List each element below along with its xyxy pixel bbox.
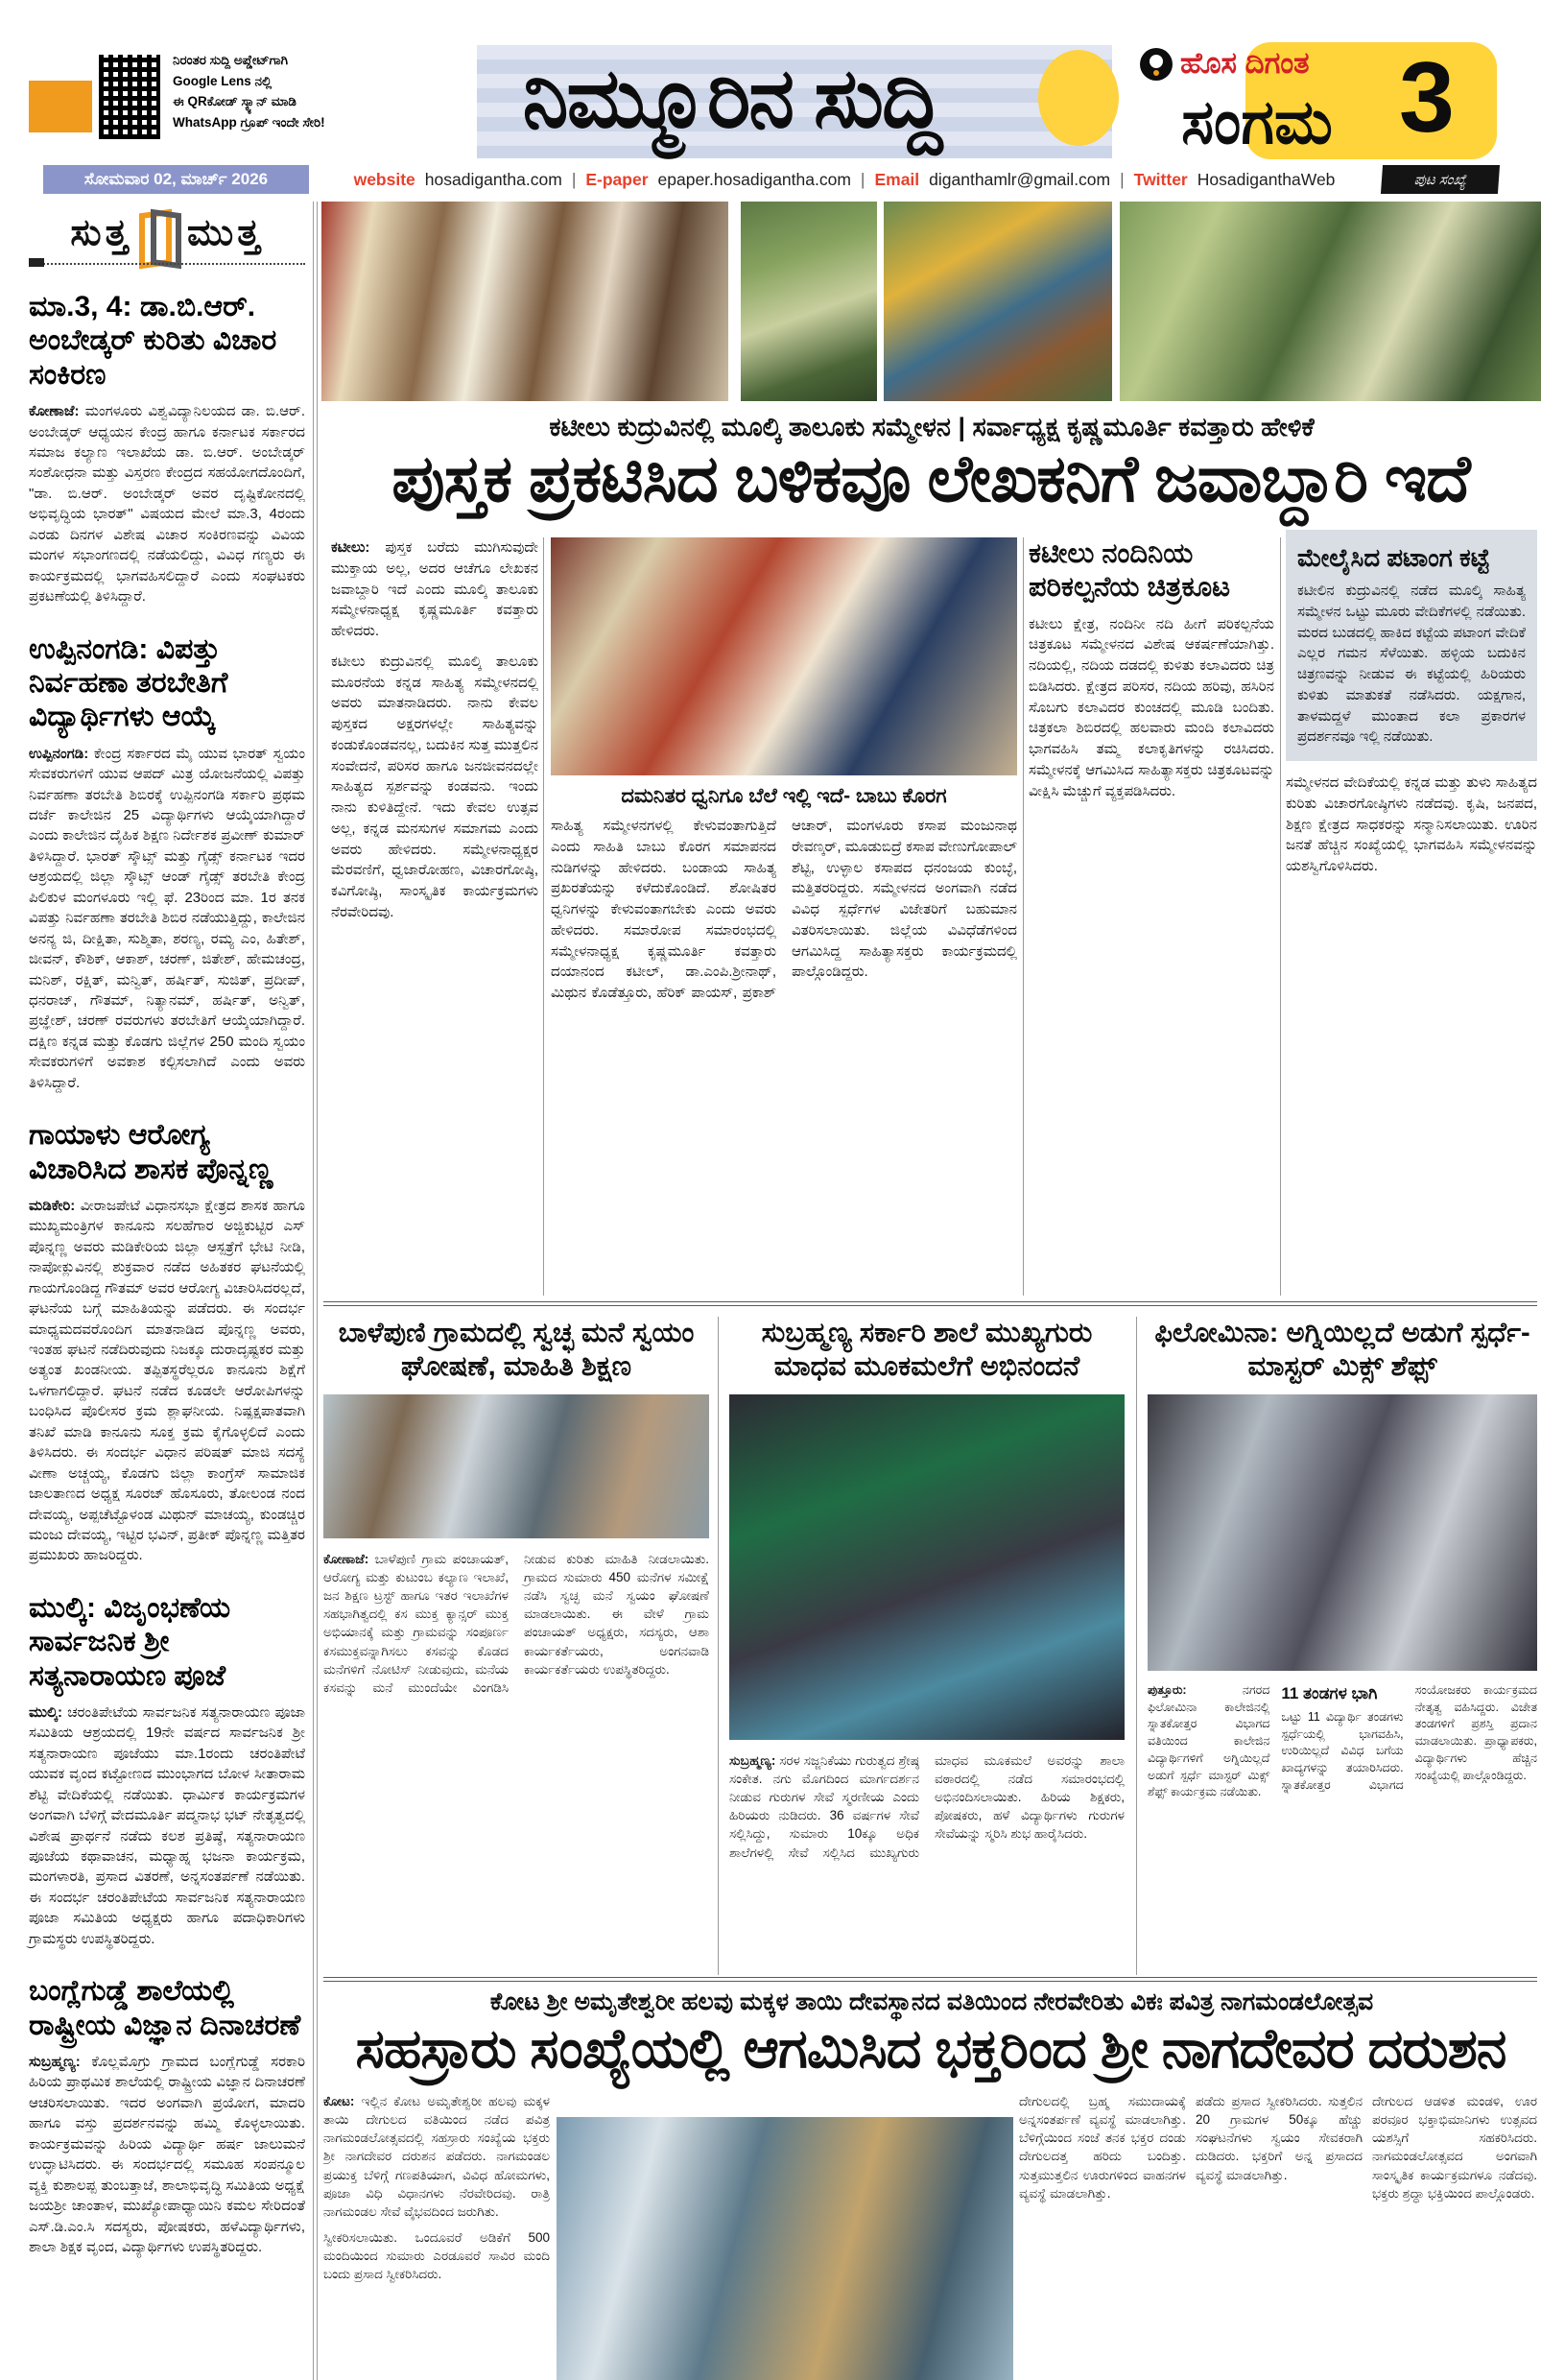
sidebar-article	[29, 632, 305, 1094]
sidebar-article	[29, 1591, 305, 1949]
qr-line: ನಿರಂತರ ಸುದ್ದಿ ಅಪ್ಡೇಟ್‌ಗಾಗಿ	[173, 53, 289, 67]
photo-felicitation-on-stage	[551, 537, 1017, 775]
sutta-mutta-logo	[29, 209, 305, 257]
body-text: ಕೇಂದ್ರ ಸರ್ಕಾರದ ಮೈ ಯುವ ಭಾರತ್ ಸ್ವಯಂ ಸೇವಕರುಗಳಿಗೆ ಯುವ ಆಪದ್ ಮಿತ್ರ ಯೋಜನೆಯಲ್ಲಿ ವಿಪತ್ತು ನಿರ್ವಹಣಾ ತರಬೇತಿ ಶಿಬಿರಕ್ಕೆ ಉಪ್ಪಿನಂಗಡಿ ಸರ್ಕಾರಿ ಪ್ರಥಮ ದರ್ಜೆ ಕಾಲೇಜಿನ 25 ವಿದ್ಯಾರ್ಥಿಗಳು ಆಯ್ಕೆಯಾಗಿದ್ದಾರೆ ಎಂದು ಕಾಲೇಜಿನ ದೈಹಿಕ ಶಿಕ್ಷಣ ನಿರ್ದೇಶಕ ಪ್ರವೀಣ್ ಕುಮಾರ್ ತಿಳಿಸಿದ್ದಾರೆ. ಭಾರತ್ ಸ್ಕೌಟ್ಸ್ ಮತ್ತು ಗೈಡ್ಸ್ ಕರ್ನಾಟಕ ಇದರ ಆಶ್ರಯದಲ್ಲಿ ಜಿಲ್ಲಾ ಸ್ಕೌಟ್ಸ್ ಆಂಡ್ ಗೈಡ್ಸ್ ತರಬೇತಿ ಕೇಂದ್ರ ಪಿಲಿಕುಳ ಮಂಗಳೂರು ಇಲ್ಲಿ ಫೆ. 23ರಿಂದ ಮಾ. 1ರ ತನಕ ವಿಪತ್ತು ನಿರ್ವಹಣಾ ತರಬೇತಿ ಶಿಬಿರ ನಡೆಯುತ್ತಿದ್ದು, ಕಾಲೇಜಿನ ಅನನ್ಯ ಜಿ, ದೀಕ್ಷಿತಾ, ಸುಶ್ಮಿತಾ, ಶರಣ್ಯ, ರಮ್ಯ ಎಂ, ಹಿತೇಶ್, ಜೀವನ್, ಕೌಶಿಕ್, ಆಕಾಶ್, ಚರಣ್, ಜಿತೇಶ್, ಹೇಮಚಂದ್ರ, ಮನಿಶ್, ರಕ್ಷಿತ್, ಮನ್ವಿತ್, ಹರ್ಷಿತ್, ಸುಜಿತ್, ಪ್ರದೀಪ್, ಧನರಾಜ್, ಗೌತಮ್, ನಿತ್ಯಾನಮ್, ಹರ್ಷಿತ್, ಅನ್ವಿತ್, ಪ್ರಜ್ಞೇಶ್, ಚರಣ್ ರವರುಗಳು ತರಬೇತಿಗೆ ಆಯ್ಕೆಯಾಗಿದ್ದಾರೆ. ದಕ್ಷಿಣ ಕನ್ನಡ ಮತ್ತು ಕೊಡಗು ಜಿಲ್ಲೆಗಳ 250 ಮಂದಿ ಸ್ವಯಂ ಸೇವಕರುಗಳಿಗೆ ಅವಕಾಶ ಕಲ್ಪಿಸಲಾಗಿದೆ ಎಂದು ಅವರು ತಿಳಿಸಿದ್ದಾರೆ.	[29, 745, 306, 1091]
gray-box	[1286, 530, 1537, 761]
bottom-headline[interactable]: ಸಹಸ್ರಾರು ಸಂಖ್ಯೆಯಲ್ಲಿ ಆಗಮಿಸಿದ ಭಕ್ತರಿಂದ ಶ್ರೀ ನಾಗದೇವರ ದರುಶನ	[355, 2018, 1506, 2080]
email-label: Email	[874, 169, 920, 189]
hosa-digantha-logo-icon	[1140, 48, 1173, 81]
article-title[interactable]: ಮಾ.3, 4: ಡಾ.ಬಿ.ಆರ್. ಅಂಬೇಡ್ಕರ್ ಕುರಿತು ವಿಚಾರ ಸಂಕಿರಣ	[29, 291, 277, 391]
dateline: ಸುಬ್ರಹ್ಮಣ್ಯ:	[29, 2054, 92, 2071]
epaper-url[interactable]: epaper.hosadigantha.com	[657, 169, 851, 189]
gray-box-headline[interactable]: ಮೇಲೈಸಿದ ಪಟಾಂಗ ಕಟ್ಟೆ	[1297, 543, 1490, 572]
body-text: ವೀರಾಜಪೇಟೆ ವಿಧಾನಸಭಾ ಕ್ಷೇತ್ರದ ಶಾಸಕ ಹಾಗೂ ಮುಖ್ಯಮಂತ್ರಿಗಳ ಕಾನೂನು ಸಲಹೆಗಾರ ಅಜ್ಜಿಕುಟ್ಟಿರ ಎಸ್ ಪೊನ್ನಣ್ಣ ಅವರು ಮಡಿಕೇರಿಯ ಜಿಲ್ಲಾ ಆಸ್ಪತ್ರೆಗೆ ಭೇಟಿ ನೀಡಿ, ನಾಪೋಕ್ಲುವಿನಲ್ಲಿ ಶುಕ್ರವಾರ ನಡೆದ ಅಹಿತಕರ ಘಟನೆಯಲ್ಲಿ ಗಾಯಗೊಂಡಿದ್ದ ಗೌತಮ್ ಅವರ ಆರೋಗ್ಯ ವಿಚಾರಿಸಿದರಲ್ಲದೆ, ಘಟನೆಯ ಬಗ್ಗೆ ಮಾಹಿತಿಯನ್ನು ಪಡೆದರು. ಈ ಸಂದರ್ಭ ಮಾಧ್ಯಮದವರೊಂದಿಗ ಮಾತನಾಡಿದ ಪೊನ್ನಣ್ಣ ಅವರು, ಇಂತಹ ಘಟನೆ ನಡೆದಿರುವುದು ನಿಜಕ್ಕೂ ದುರಾದೃಷ್ಟಕರ ಮತ್ತು ಅತ್ಯಂತ ಖಂಡನೀಯ. ತಪ್ಪಿತಸ್ಥರೆಲ್ಲರೂ ಕಾನೂನು ಶಿಕ್ಷೆಗೆ ಒಳಗಾಗಲಿದ್ದಾರೆ. ಘಟನೆ ನಡೆದ ಕೂಡಲೇ ಆರೋಪಿಗಳನ್ನು ಬಂಧಿಸಿದ ಪೊಲೀಸರ ಕ್ರಮ ಶ್ಲಾಘನೀಯ. ನಿಷ್ಪಕ್ಷಪಾತವಾಗಿ ತನಿಖೆ ಮಾಡಿ ಕಾನೂನು ಸೂಕ್ತ ಕ್ರಮ ಕೈಗೊಳ್ಳಲಿದೆ ಎಂದು ತಿಳಿಸಿದರು. ಈ ಸಂದರ್ಭ ವಿಧಾನ ಪರಿಷತ್ ಮಾಜಿ ಸದಸ್ಯೆ ವೀಣಾ ಅಚ್ಚಯ್ಯ, ಕೊಡಗು ಜಿಲ್ಲಾ ಕಾಂಗ್ರೆಸ್ ಸಾಮಾಜಿಕ ಜಾಲತಾಣದ ಅಧ್ಯಕ್ಷ ಸೂರಜ್ ಹೊಸೂರು, ತೋಲಂಡ ನಂದ ದೇವಯ್ಯ, ಅಪ್ಪಚೆಟ್ಟೊಳಂಡ ಮಿಥುನ್ ಮಾಚಯ್ಯ, ಕುಂಡಚ್ಚಿರ ಮಂಜು ದೇವಯ್ಯ, ಇಟ್ಟಿರ ಭವಿನ್, ಪ್ರತೀಕ್ ಪೊನ್ನಣ್ಣ ಮತ್ತಿತರ ಪ್ರಮುಖರು ಹಾಜರಿದ್ದರು.	[29, 1197, 306, 1564]
divider	[718, 1317, 719, 1975]
quote-body: ಸಾಹಿತ್ಯ ಸಮ್ಮೇಳನಗಳಲ್ಲಿ ಕೇಳುವಂತಾಗುತ್ತಿದೆ ಎಂದು ಸಾಹಿತಿ ಬಾಬು ಕೊರಗ ಸಮಾಪನದ ನುಡಿಗಳನ್ನು ಹೇಳಿದರು. ಬಂಡಾಯ ಸಾಹಿತ್ಯ ಪ್ರಖರತೆಯನ್ನು ಕಳೆದುಕೊಂಡಿದೆ. ಶೋಷಿತರ ಧ್ವನಿಗಳನ್ನು ಕೇಳುವಂತಾಗಬೇಕು ಎಂದು ಅವರು ಹೇಳಿದರು. ಸಮಾರೋಪ ಸಮಾರಂಭದಲ್ಲಿ ಸಮ್ಮೇಳನಾಧ್ಯಕ್ಷ ಕೃಷ್ಣಮೂರ್ತಿ ಕವತ್ತಾರು ದಯಾನಂದ ಕಟೀಲ್, ಡಾ.ಎಂಪಿ.ಶ್ರೀನಾಥ್, ಮಿಥುನ ಕೊಡೆತ್ತೂರು, ಹೆರಿಕ್ ಪಾಯಸ್, ಪ್ರಕಾಶ್ ಆಚಾರ್, ಮಂಗಳೂರು ಕಸಾಪ ಮಂಜುನಾಥ ರೇವಣ್ಕರ್, ಮೂಡುಬಿದ್ರೆ ಕಸಾಪ ವೇಣುಗೋಪಾಲ್ ಶೆಟ್ಟಿ, ಉಳ್ಳಾಲ ಕಸಾಪದ ಧನಂಜಯ ಕುಂಬ್ಳೆ, ಮತ್ತಿತರರಿದ್ದರು. ಸಮ್ಮೇಳನದ ಅಂಗವಾಗಿ ನಡೆದ ವಿವಿಧ ಸ್ಪರ್ಧೆಗಳ ವಿಜೇತರಿಗೆ ಬಹುಮಾನ ವಿತರಿಸಲಾಯಿತು. ಜಿಲ್ಲೆಯ ವಿವಿಧೆಡೆಗಳಿಂದ ಆಗಮಿಸಿದ್ದ ಸಾಹಿತ್ಯಾಸಕ್ತರು ಕಾರ್ಯಕ್ರಮದಲ್ಲಿ ಪಾಲ್ಗೊಂಡಿದ್ದರು.	[551, 818, 1017, 1001]
bottom-kicker: ಕೋಟ ಶ್ರೀ ಅಮೃತೇಶ್ವರೀ ಹಲವು ಮಕ್ಕಳ ತಾಯಿ ದೇವಸ್ಥಾನದ ವತಿಯಿಂದ ನೇರವೇರಿತು ವಿಕಃ ಪವಿತ್ರ ನಾಗಮಂಡಲೋತ್ಸವ	[489, 1988, 1374, 2015]
dateline: ಸುಬ್ರಹ್ಮಣ್ಯ:	[729, 1752, 780, 1768]
side-story-headline[interactable]: ಕಟೀಲು ನಂದಿನಿಯ ಪರಿಕಲ್ಪನೆಯ ಚಿತ್ರಕೂಟ	[1029, 538, 1231, 603]
mid-headline[interactable]: ಫಿಲೋಮಿನಾ: ಅಗ್ನಿಯಿಲ್ಲದೆ ಅಡುಗೆ ಸ್ಪರ್ಧೆ-ಮಾಸ್ಟರ್ ಮಿಕ್ಸ್ ಶೆಫ್ಸ್	[1154, 1318, 1530, 1383]
article-body	[29, 401, 305, 607]
body-text: ಸರಳ ಸಜ್ಜನಿಕೆಯು ಗುರುತ್ವದ ಶ್ರೇಷ್ಠ ಸಂಕೇತ. ನಗು ಮೊಗದಿಂದ ಮಾರ್ಗದರ್ಶನ ನೀಡುವ ಗುರುಗಳ ಸೇವೆ ಸ್ಮರಣೀಯ ಎಂದು ಹಿರಿಯರು ನುಡಿದರು. 36 ವರ್ಷಗಳ ಸೇವೆ ಸಲ್ಲಿಸಿದ್ದು, ಸುಮಾರು 10ಕ್ಕೂ ಅಧಿಕ ಶಾಲೆಗಳಲ್ಲಿ ಸೇವೆ ಸಲ್ಲಿಸಿದ ಮುಖ್ಯಗುರು ಮಾಧವ ಮೂಕಮಲೆ ಅವರನ್ನು ಶಾಲಾ ವಠಾರದಲ್ಲಿ ನಡೆದ ಸಮಾರಂಭದಲ್ಲಿ ಅಭಿನಂದಿಸಲಾಯಿತು. ಹಿರಿಯ ಶಿಕ್ಷಕರು, ಪೋಷಕರು, ಹಳೆ ವಿದ್ಯಾರ್ಥಿಗಳು ಗುರುಗಳ ಸೇವೆಯನ್ನು ಸ್ಮರಿಸಿ ಶುಭ ಹಾರೈಸಿದರು.	[729, 1752, 1125, 1860]
body-text: ಸ್ವೀಕರಿಸಲಾಯಿತು. ಒಂದೂವರೆ ಅಡಿಕೆಗೆ 500 ಮಂದಿಯಿಂದ ಸುಮಾರು ಎರಡೂವರೆ ಸಾವಿರ ಮಂದಿ ಬಂದು ಪ್ರಸಾದ ಸ್ವೀಕರಿಸಿದರು.	[323, 2230, 550, 2282]
mid-body	[1148, 1682, 1537, 1941]
masthead-orange-block	[29, 81, 92, 132]
photo-artist-painting-2	[884, 202, 1112, 401]
divider	[1023, 537, 1024, 1296]
email-address[interactable]: diganthamlr@gmail.com	[929, 169, 1111, 189]
main-headline[interactable]: ಪುಸ್ತಕ ಪ್ರಕಟಿಸಿದ ಬಳಿಕವೂ ಲೇಖಕನಿಗೆ ಜವಾಬ್ದಾರಿ ಇದೆ	[391, 442, 1470, 515]
logo-text-left: ಸುತ್ತ	[70, 212, 132, 253]
body-text: ಮಂಗಳೂರು ವಿಶ್ವವಿದ್ಯಾನಿಲಯದ ಡಾ. ಬಿ.ಆರ್. ಅಂಬೇಡ್ಕರ್ ಆಧ್ಯಯನ ಕೇಂದ್ರ ಹಾಗೂ ಕರ್ನಾಟಕ ಸರ್ಕಾರದ ಸಮಾಜ ಕಲ್ಯಾಣ ಇಲಾಖೆಯ ಡಾ. ಬಿ.ಆರ್. ಅಂಬೇಡ್ಕರ್ ಸಂಶೋಧನಾ ಮತ್ತು ವಿಸ್ತರಣ ಕೇಂದ್ರದ ಸಹಯೋಗದೊಂದಿಗೆ, "ಡಾ. ಬಿ.ಆರ್. ಅಂಬೇಡ್ಕರ್ ಅವರ ದೃಷ್ಟಿಕೋನದಲ್ಲಿ ಅಭಿವೃದ್ಧಿಯ ಭಾರತ್" ವಿಷಯದ ಮೇಲೆ ಮಾ.3, 4ರಂದು ಎರಡು ದಿನಗಳ ವಿಶೇಷ ವಿಚಾರ ಸಂಕಿರಣವನ್ನು ವಿವಿಯ ಮಂಗಳ ಸಭಾಂಗಣದಲ್ಲಿ ನಡೆಯಲಿದ್ದು, ವಿವಿಧ ಗಣ್ಯರು ಈ ಕಾರ್ಯಕ್ರಮದಲ್ಲಿ ಭಾಗವಹಿಸಲಿದ್ದಾರೆ ಎಂದು ಸಂಘಟಕರು ಪ್ರಕಟಣೆಯಲ್ಲಿ ತಿಳಿಸಿದ್ದಾರೆ.	[29, 403, 306, 606]
section-name: ಸಂಗಮ	[1181, 87, 1333, 156]
section-rule	[323, 1981, 1537, 1982]
dateline: ಕೋಣಾಜೆ:	[323, 1551, 375, 1566]
article-title[interactable]: ಗಾಯಾಳು ಆರೋಗ್ಯ ವಿಚಾರಿಸಿದ ಶಾಸಕ ಪೊನ್ನಣ್ಣ	[29, 1119, 273, 1185]
twitter-handle[interactable]: HosadiganthaWeb	[1197, 169, 1336, 189]
article-body	[29, 1702, 305, 1949]
mid-headline[interactable]: ಬಾಳೆಪುಣಿ ಗ್ರಾಮದಲ್ಲಿ ಸ್ವಚ್ಛ ಮನೆ ಸ್ವಯಂ ಘೋಷಣೆ, ಮಾಹಿತಿ ಶಿಕ್ಷಣ	[338, 1318, 695, 1383]
sidebar-article	[29, 1974, 305, 2257]
mid-body	[729, 1751, 1125, 1924]
mid-story-balepuni	[323, 1317, 709, 1975]
article-title[interactable]: ಉಪ್ಪಿನಂಗಡಿ: ವಿಪತ್ತು ನಿರ್ವಹಣಾ ತರಬೇತಿಗೆ ವಿದ್ಯಾರ್ಥಿಗಳು ಆಯ್ಕೆ	[29, 632, 228, 733]
divider	[1280, 537, 1281, 1296]
page-label-box	[1381, 165, 1500, 194]
bottom-body-col-2: ದೇಗುಲದಲ್ಲಿ ಬ್ರಹ್ಮ ಸಮುದಾಯಕ್ಕೆ ಅನ್ನಸಂತರ್ಪಣೆ ವ್ಯವಸ್ಥೆ ಮಾಡಲಾಗಿತ್ತು. ಬೆಳಿಗ್ಗೆಯಿಂದ ಸಂಜೆ ತನಕ ಭಕ್ತರ ದಂಡು ದೇಗುಲದತ್ತ ಹರಿದು ಬಂದಿತ್ತು. ಸುತ್ತಮುತ್ತಲಿನ ಊರುಗಳಿಂದ ವಾಹನಗಳ ವ್ಯವಸ್ಥೆ ಮಾಡಲಾಗಿತ್ತು.	[1019, 2094, 1186, 2201]
photo-strip	[321, 202, 1541, 401]
website-url[interactable]: hosadigantha.com	[424, 169, 562, 189]
mid-story-madhava	[729, 1317, 1125, 1975]
date-text: ಸೋಮವಾರ 02, ಮಾರ್ಚ್ 2026	[83, 170, 269, 188]
qr-line: WhatsApp ಗ್ರೂಪ್ ಇಂದೇ ಸೇರಿ!	[173, 114, 325, 130]
photo-nagamandala-crowd	[557, 2117, 1013, 2380]
dateline: ಮುಲ್ಕಿ:	[29, 1703, 68, 1721]
epaper-label: E-paper	[585, 169, 649, 189]
side-story-chitrakoota	[1029, 537, 1274, 1296]
quote-headline: ದಮನಿತರ ಧ್ವನಿಗೂ ಬೆಲೆ ಇಲ್ಲಿ ಇದೆ- ಬಾಬು ಕೊರಗ	[621, 785, 947, 807]
body-text: ಚರಂತಿಪೇಟೆಯ ಸಾರ್ವಜನಿಕ ಸತ್ಯನಾರಾಯಣ ಪೂಜಾ ಸಮಿತಿಯ ಆಶ್ರಯದಲ್ಲಿ 19ನೇ ವರ್ಷದ ಸಾರ್ವಜನಿಕ ಶ್ರೀ ಸತ್ಯನಾರಾಯಣ ಪೂಜೆಯು ಮಾ.1ರಂದು ಚರಂತಿಪೇಟೆ ಯುವಕ ವೃಂದ ಕಟ್ಟೋಣದ ಮುಂಭಾಗದ ಬೋಳ ಸೀತಾರಾಮ ಶೆಟ್ಟಿ ವೇದಿಕೆಯಲ್ಲಿ ನಡೆಯಿತು. ಧಾರ್ಮಿಕ ಕಾರ್ಯಕ್ರಮಗಳ ಅಂಗವಾಗಿ ಬೆಳಿಗ್ಗೆ ವೇದಮೂರ್ತಿ ಪದ್ಮನಾಭ ಭಟ್ ನೇತೃತ್ವದಲ್ಲಿ ವಿಶೇಷ ಪ್ರಾರ್ಥನೆ ನಡೆದು ಕಲಶ ಪ್ರತಿಷ್ಠೆ, ಸತ್ಯನಾರಾಯಣ ಪೂಜೆಯ ಕಥಾವಾಚನ, ಮಧ್ಯಾಹ್ನ ಭಜನಾ ಕಾರ್ಯಕ್ರಮ, ಮಂಗಳಾರತಿ, ಪ್ರಸಾದ ವಿತರಣೆ, ಅನ್ನಸಂತರ್ಪಣೆ ನಡೆಯಿತು. ಈ ಸಂದರ್ಭ ಚರಂತಿಪೇಟೆಯ ಸಾರ್ವಜನಿಕ ಸತ್ಯನಾರಾಯಣ ಪೂಜಾ ಸಮಿತಿಯ ಅಧ್ಯಕ್ಷರು ಹಾಗೂ ಪದಾಧಿಕಾರಿಗಳು ಗ್ರಾಮಸ್ಥರು ಉಪಸ್ಥಿತರಿದ್ದರು.	[29, 1703, 305, 1947]
article-title[interactable]: ಮುಲ್ಕಿ: ವಿಜೃಂಭಣೆಯ ಸಾರ್ವಜನಿಕ ಶ್ರೀ ಸತ್ಯನಾರಾಯಣ ಪೂಜೆ	[29, 1591, 231, 1692]
bottom-body-col-1	[323, 2092, 550, 2380]
dateline: ಮಡಿಕೇರಿ:	[29, 1197, 81, 1214]
photo-village-meeting-hall	[323, 1394, 709, 1538]
mid-body	[323, 1550, 709, 1963]
sidebar	[29, 209, 305, 2257]
side-story-extra: ಸಮ್ಮೇಳನದ ವೇದಿಕೆಯಲ್ಲಿ ಕನ್ನಡ ಮತ್ತು ತುಳು ಸಾಹಿತ್ಯದ ಕುರಿತು ವಿಚಾರಗೋಷ್ಠಿಗಳು ನಡೆದವು. ಕೃಷಿ, ಜನಪದ, ಶಿಕ್ಷಣ ಕ್ಷೇತ್ರದ ಸಾಧಕರನ್ನು ಸನ್ಮಾನಿಸಲಾಯಿತು. ಊರಿನ ಜನತೆ ಹೆಚ್ಚಿನ ಸಂಖ್ಯೆಯಲ್ಲಿ ಭಾಗವಹಿಸಿ ಸಮ್ಮೇಳನವನ್ನು ಯಶಸ್ವಿಗೊಳಿಸಿದರು.	[1286, 774, 1537, 875]
sidebar-article	[29, 1118, 305, 1566]
body-text: ನಗರದ ಫಿಲೋಮಿನಾ ಕಾಲೇಜಿನಲ್ಲಿ ಸ್ನಾತಕೋತ್ತರ ವಿಭಾಗದ ವತಿಯಿಂದ ಕಾಲೇಜಿನ ವಿದ್ಯಾರ್ಥಿಗಳಿಗೆ ಅಗ್ನಿಯಿಲ್ಲದೆ ಅಡುಗೆ ಸ್ಪರ್ಧೆ ಮಾಸ್ಟರ್ ಮಿಕ್ಸ್ ಶೆಫ್ಸ್ ಕಾರ್ಯಕ್ರಮ ನಡೆಯಿತು.	[1148, 1682, 1270, 1799]
logo-text-right: ಮುತ್ತ	[187, 212, 264, 253]
body-text: ಇಲ್ಲಿನ ಕೋಟ ಅಮೃತೇಶ್ವರೀ ಹಲವು ಮಕ್ಕಳ ತಾಯಿ ದೇಗುಲದ ವತಿಯಿಂದ ನಡೆದ ಪವಿತ್ರ ನಾಗಮಂಡಲೋತ್ಸವದಲ್ಲಿ ಸಹಸ್ರಾರು ಸಂಖ್ಯೆಯ ಭಕ್ತರು ಶ್ರೀ ನಾಗದೇವರ ದರುಶನ ಪಡೆದರು. ನಾಗಮಂಡಲ ಪ್ರಯುಕ್ತ ಬೆಳಿಗ್ಗೆ ಗಣಪತಿಯಾಗ, ವಿವಿಧ ಹೋಮಗಳು, ಪೂಜಾ ವಿಧಿ ವಿಧಾನಗಳು ನೆರವೇರಿದವು. ರಾತ್ರಿ ನಾಗಮಂಡಲ ಸೇವೆ ವೈಭವದಿಂದ ಜರುಗಿತು.	[323, 2094, 550, 2219]
divider	[1136, 1317, 1137, 1975]
main-body-center	[551, 537, 1017, 1296]
photo-sammelana-stage	[321, 202, 728, 401]
dateline: ಪುತ್ತೂರು:	[1148, 1682, 1243, 1697]
main-kicker: ಕಟೀಲು ಕುದ್ರುವಿನಲ್ಲಿ ಮೂಲ್ಕಿ ತಾಲೂಕು ಸಮ್ಮೇಳನ | ಸರ್ವಾಧ್ಯಕ್ಷ ಕೃಷ್ಣಮೂರ್ತಿ ಕವತ್ತಾರು ಹೇಳಿಕೆ	[549, 413, 1315, 441]
bottom-body-col-3: ಪಡೆದು ಪ್ರಸಾದ ಸ್ವೀಕರಿಸಿದರು. ಸುತ್ತಲಿನ 20 ಗ್ರಾಮಗಳ 50ಕ್ಕೂ ಹೆಚ್ಚು ಸಂಘಟನೆಗಳು ಸ್ವಯಂ ಸೇವಕರಾಗಿ ದುಡಿದರು. ಭಕ್ತರಿಗೆ ಅನ್ನ ಪ್ರಸಾದದ ವ್ಯವಸ್ಥೆ ಮಾಡಲಾಗಿತ್ತು.	[1196, 2094, 1363, 2182]
side-story-patanga-katte	[1286, 530, 1537, 1296]
side-story-body: ಕಟೀಲು ಕ್ಷೇತ್ರ, ನಂದಿನೀ ನದಿ ಹೀಗೆ ಪರಿಕಲ್ಪನೆಯ ಚಿತ್ರಕೂಟ ಸಮ್ಮೇಳನದ ವಿಶೇಷ ಆಕರ್ಷಣೆಯಾಗಿತ್ತು. ನದಿಯಲ್ಲಿ, ನದಿಯ ದಡದಲ್ಲಿ ಕುಳಿತು ಕಲಾವಿದರು ಚಿತ್ರ ಬಿಡಿಸಿದರು. ಕ್ಷೇತ್ರದ ಪರಿಸರ, ನದಿಯ ಹರಿವು, ಹಸಿರಿನ ಸೊಬಗು ಕಲಾವಿದರ ಕುಂಚದಲ್ಲಿ ಮೂಡಿ ಬಂದಿತು. ಚಿತ್ರಕಲಾ ಶಿಬಿರದಲ್ಲಿ ಹಲವಾರು ಮಂದಿ ಕಲಾವಿದರು ಭಾಗವಹಿಸಿ ತಮ್ಮ ಕಲಾಕೃತಿಗಳನ್ನು ರಚಿಸಿದರು. ಸಮ್ಮೇಳನಕ್ಕೆ ಆಗಮಿಸಿದ ಸಾಹಿತ್ಯಾಸಕ್ತರು ಚಿತ್ರಕೂಟವನ್ನು ವೀಕ್ಷಿಸಿ ಮೆಚ್ಚುಗೆ ವ್ಯಕ್ತಪಡಿಸಿದರು.	[1029, 615, 1274, 799]
mid-story-philomena	[1148, 1317, 1537, 1975]
section-rule	[323, 1977, 1537, 1978]
divider	[313, 202, 314, 2380]
open-door-icon	[137, 209, 181, 257]
qr-line: ಈ QRಕೋಡ್ ಸ್ಕ್ಯಾನ್ ಮಾಡಿ	[173, 94, 296, 109]
photo-cooking-contest	[1148, 1394, 1537, 1671]
bottom-body-col-4: ದೇಗುಲದ ಆಡಳಿತ ಮಂಡಳಿ, ಊರ ಪರವೂರ ಭಕ್ತಾಭಿಮಾನಿಗಳು ಉತ್ಸವದ ಯಶಸ್ಸಿಗೆ ಸಹಕರಿಸಿದರು. ನಾಗಮಂಡಲೋತ್ಸವದ ಅಂಗವಾಗಿ ಸಾಂಸ್ಕೃತಿಕ ಕಾರ್ಯಕ್ರಮಗಳೂ ನಡೆದವು. ಭಕ್ತರು ಶ್ರದ್ಧಾ ಭಕ್ತಿಯಿಂದ ಪಾಲ್ಗೊಂಡರು.	[1372, 2094, 1537, 2201]
dateline: ಕೋಣಾಜೆ:	[29, 403, 85, 420]
main-body-col-1	[331, 537, 538, 1296]
photo-outdoor-audience	[1120, 202, 1541, 401]
article-body	[29, 2052, 305, 2257]
twitter-label: Twitter	[1133, 169, 1188, 189]
qr-code	[99, 55, 160, 139]
dateline: ಉಪ್ಪಿನಂಗಡಿ:	[29, 745, 94, 762]
divider	[543, 537, 544, 1296]
article-body	[29, 1196, 305, 1566]
separator: |	[1120, 169, 1125, 189]
photo-teacher-felicitation	[729, 1394, 1125, 1740]
page-number: 3	[1399, 42, 1455, 154]
mid-subhead: 11 ತಂಡಗಳ ಭಾಗಿ	[1281, 1683, 1378, 1702]
body-text: ಒಟ್ಟು 11 ವಿದ್ಯಾರ್ಥಿ ತಂಡಗಳು ಸ್ಪರ್ಧೆಯಲ್ಲಿ ಭಾಗವಹಿಸಿ, ಉರಿಯಿಲ್ಲದೆ ವಿವಿಧ ಬಗೆಯ ಖಾದ್ಯಗಳನ್ನು ತಯಾರಿಸಿದರು. ಸ್ನಾತಕೋತ್ತರ ವಿಭಾಗದ ಸಂಯೋಜಕರು ಕಾರ್ಯಕ್ರಮದ ನೇತೃತ್ವ ವಹಿಸಿದ್ದರು. ವಿಜೇತ ತಂಡಗಳಿಗೆ ಪ್ರಶಸ್ತಿ ಪ್ರದಾನ ಮಾಡಲಾಯಿತು. ಪ್ರಾಧ್ಯಾಪಕರು, ವಿದ್ಯಾರ್ಥಿಗಳು ಹೆಚ್ಚಿನ ಸಂಖ್ಯೆಯಲ್ಲಿ ಪಾಲ್ಗೊಂಡಿದ್ದರು.	[1281, 1682, 1537, 1792]
mid-headline[interactable]: ಸುಬ್ರಹ್ಮಣ್ಯ ಸರ್ಕಾರಿ ಶಾಲೆ ಮುಖ್ಯಗುರು ಮಾಧವ ಮೂಕಮಲೆಗೆ ಅಭಿನಂದನೆ	[761, 1318, 1093, 1383]
body-text: ಬಾಳೆಪುಣಿ ಗ್ರಾಮ ಪಂಚಾಯತ್, ಆರೋಗ್ಯ ಮತ್ತು ಕುಟುಂಬ ಕಲ್ಯಾಣ ಇಲಾಖೆ, ಜನ ಶಿಕ್ಷಣ ಟ್ರಸ್ಟ್ ಹಾಗೂ ಇತರ ಇಲಾಖೆಗಳ ಸಹಭಾಗಿತ್ವದಲ್ಲಿ ಕಸ ಮುಕ್ತ ಕ್ಯಾನ್ಸರ್ ಮುಕ್ತ ಅಭಿಯಾನಕ್ಕೆ ಮತ್ತು ಗ್ರಾಮವನ್ನು ಸಂಪೂರ್ಣ ಕಸಮುಕ್ತವನ್ನಾಗಿಸಲು ಕಸವನ್ನು ಕೊಡದ ಮನೆಗಳಿಗೆ ನೋಟಿಸ್ ನೀಡುವುದು, ಮನೆಯ ಕಸವನ್ನು ಮನೆ ಮುಂದೆಯೇ ವಿಂಗಡಿಸಿ ನೀಡುವ ಕುರಿತು ಮಾಹಿತಿ ನೀಡಲಾಯಿತು. ಗ್ರಾಮದ ಸುಮಾರು 450 ಮನೆಗಳ ಸಮೀಕ್ಷೆ ನಡೆಸಿ ಸ್ವಚ್ಛ ಮನೆ ಸ್ವಯಂ ಘೋಷಣೆ ಮಾಡಲಾಯಿತು. ಈ ವೇಳೆ ಗ್ರಾಮ ಪಂಚಾಯತ್ ಅಧ್ಯಕ್ಷರು, ಸದಸ್ಯರು, ಆಶಾ ಕಾರ್ಯಕರ್ತೆಯರು, ಅಂಗನವಾಡಿ ಕಾರ್ಯಕರ್ತೆಯರು ಉಪಸ್ಥಿತರಿದ್ದರು.	[323, 1551, 709, 1695]
section-rule	[323, 1305, 1537, 1306]
body-text: ಪುಸ್ತಕ ಬರೆದು ಮುಗಿಸುವುದೇ ಮುಕ್ತಾಯ ಅಲ್ಲ, ಅದರ ಆಚೆಗೂ ಲೇಖಕನ ಜವಾಬ್ದಾರಿ ಇದೆ ಎಂದು ಮೂಲ್ಕಿ ತಾಲೂಕು ಸಮ್ಮೇಳನಾಧ್ಯಕ್ಷ ಕೃಷ್ಣಮೂರ್ತಿ ಕವತ್ತಾರು ಹೇಳಿದರು.	[331, 539, 538, 639]
qr-line: Google Lens ನಲ್ಲಿ	[173, 73, 273, 88]
separator: |	[860, 169, 865, 189]
website-label: website	[353, 169, 415, 189]
separator: |	[571, 169, 577, 189]
divider	[317, 202, 318, 2380]
photo-artist-painting-1	[741, 202, 877, 401]
body-text: ಕೊಲ್ಲಮೊಗ್ರು ಗ್ರಾಮದ ಬಂಗ್ಲೆಗುಡ್ಡೆ ಸರಕಾರಿ ಹಿರಿಯ ಪ್ರಾಥಮಿಕ ಶಾಲೆಯಲ್ಲಿ ರಾಷ್ಟ್ರೀಯ ವಿಜ್ಞಾನ ದಿನಾಚರಣೆ ಆಚರಿಸಲಾಯಿತು. ಇದರ ಅಂಗವಾಗಿ ಪ್ರಯೋಗ, ಮಾದರಿ ಹಾಗೂ ವಸ್ತು ಪ್ರದರ್ಶನವನ್ನು ಹಮ್ಮಿ ಕೊಳ್ಳಲಾಯಿತು. ಕಾರ್ಯಕ್ರಮವನ್ನು ಹಿರಿಯ ವಿದ್ಯಾರ್ಥಿ ಹರ್ಷ ಜಾಲುಮನೆ ಉದ್ಘಾಟಿಸಿದರು. ಈ ಸಂದರ್ಭದಲ್ಲಿ ಸಮೂಹ ಸಂಪನ್ಮೂಲ ವ್ಯಕ್ತಿ ಕುಶಾಲಪ್ಪ ತುಂಬತ್ತಾಜೆ, ಶಾಲಾಭಿವೃದ್ಧಿ ಸಮಿತಿಯ ಅಧ್ಯಕ್ಷೆ ಜಯಶ್ರೀ ಚಾಂತಾಳ, ಮುಖ್ಯೋಪಾಧ್ಯಾಯಿನಿ ಕಮಲ ಸೇರಿದಂತೆ ಎಸ್.ಡಿ.ಎಂ.ಸಿ ಸದಸ್ಯರು, ಪೋಷಕರು, ಹಳೆವಿದ್ಯಾರ್ಥಿಗಳು, ಶಾಲಾ ಶಿಕ್ಷಕ ವೃಂದ, ವಿದ್ಯಾರ್ಥಿಗಳು ಉಪಸ್ಥಿತರಿದ್ದರು.	[29, 2054, 305, 2255]
article-title[interactable]: ಬಂಗ್ಲೆಗುಡ್ಡೆ ಶಾಲೆಯಲ್ಲಿ ರಾಷ್ಟ್ರೀಯ ವಿಜ್ಞಾನ ದಿನಾಚರಣೆ	[29, 1975, 301, 2041]
body-text: ಕಟೀಲು ಕುದ್ರುವಿನಲ್ಲಿ ಮೂಲ್ಕಿ ತಾಲೂಕು ಮೂರನೆಯ ಕನ್ನಡ ಸಾಹಿತ್ಯ ಸಮ್ಮೇಳನದಲ್ಲಿ ಅವರು ಮಾತನಾಡಿದರು. ನಾನು ಕೇವಲ ಪುಸ್ತಕದ ಅಕ್ಷರಗಳಲ್ಲೇ ಸಾಹಿತ್ಯವನ್ನು ಕಂಡುಕೊಂಡವನಲ್ಲ, ಬದುಕಿನ ಸುತ್ತ ಮುತ್ತಲಿನ ಸಂವೇದನೆ, ಪರಿಸರ ಹಾಗೂ ಜನಜೀವನದಲ್ಲೇ ಸಾಹಿತ್ಯದ ಸ್ಪರ್ಶವನ್ನು ಕಂಡವನು. ಇಂದು ನಾನು ಕುಳಿತಿದ್ದೇನೆ. ಇದು ಕೇವಲ ಉತ್ಸವ ಅಲ್ಲ, ಕನ್ನಡ ಮನಸುಗಳ ಸಮಾಗಮ ಎಂದು ಅವರು ಹೇಳಿದರು. ಸಮ್ಮೇಳನಾಧ್ಯಕ್ಷರ ಮೆರವಣಿಗೆ, ಧ್ವಜಾರೋಹಣ, ವಿಚಾರಗೋಷ್ಠಿ, ಕವಿಗೋಷ್ಠಿ, ಸಾಂಸ್ಕೃತಿಕ ಕಾರ್ಯಕ್ರಮಗಳು ನೆರವೇರಿದವು.	[331, 653, 538, 920]
dateline: ಕಟೀಲು:	[331, 539, 386, 556]
logo-underline	[29, 263, 305, 265]
page-label: ಪುಟ ಸಂಖ್ಯೆ	[1413, 171, 1467, 188]
gray-box-body: ಕಟೀಲಿನ ಕುದ್ರುವಿನಲ್ಲಿ ನಡೆದ ಮೂಲ್ಕಿ ಸಾಹಿತ್ಯ ಸಮ್ಮೇಳನ ಒಟ್ಟು ಮೂರು ವೇದಿಕೆಗಳಲ್ಲಿ ನಡೆಯಿತು. ಮರದ ಬುಡದಲ್ಲಿ ಹಾಕಿದ ಕಟ್ಟೆಯ ಪಟಾಂಗ ವೇದಿಕೆ ಎಲ್ಲರ ಗಮನ ಸೆಳೆಯಿತು. ಹಳ್ಳಿಯ ಬದುಕಿನ ಚಿತ್ರಣವನ್ನು ನೀಡುವ ಈ ಕಟ್ಟೆಯಲ್ಲಿ ಹಿರಿಯರು ಕುಳಿತು ಮಾತುಕತೆ ನಡೆಸಿದರು. ಯಕ್ಷಗಾನ, ತಾಳಮದ್ದಳೆ ಮುಂತಾದ ಕಲಾ ಪ್ರಕಾರಗಳ ಪ್ರದರ್ಶನವೂ ಇಲ್ಲಿ ನಡೆಯಿತು.	[1297, 583, 1526, 746]
brand-name: ಹೊಸ ದಿಗಂತ	[1180, 46, 1310, 80]
dateline: ಕೋಟ:	[323, 2094, 362, 2108]
article-body	[29, 744, 305, 1093]
date-banner	[43, 165, 309, 194]
masthead-title: ನಿಮ್ಮೂರಿನ ಸುದ್ದಿ	[522, 53, 941, 145]
brand-block	[1123, 40, 1535, 161]
sidebar-article	[29, 290, 305, 607]
contact-bar	[317, 165, 1372, 194]
section-rule	[323, 1301, 1537, 1302]
